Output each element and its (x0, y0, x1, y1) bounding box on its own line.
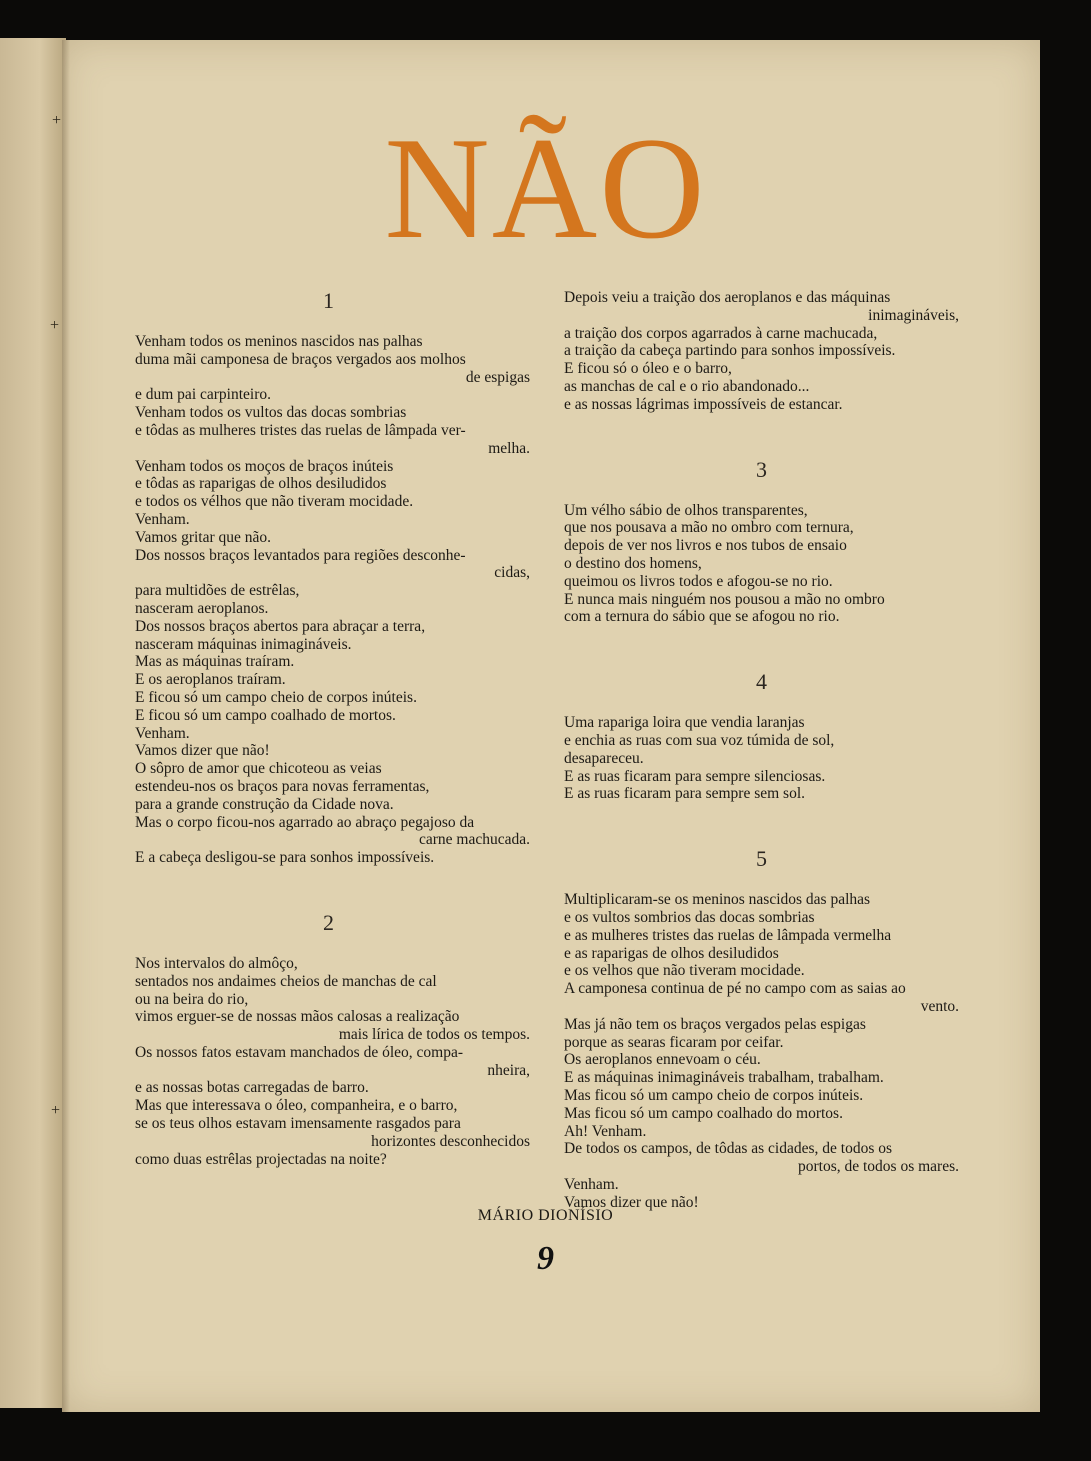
verse-line: porque as searas ficaram por ceifar. (564, 1033, 784, 1051)
verse-line: Venham. (135, 724, 190, 742)
verse-line: Venham. (564, 1175, 619, 1193)
verse-line: vimos erguer-se de nossas mãos calosas a realização (135, 1008, 460, 1026)
verse-line: E as ruas ficaram para sempre sem sol. (564, 785, 806, 803)
verse-line: como duas estrêlas projectadas na noite? (135, 1150, 387, 1168)
verse-line: nheira, (487, 1061, 530, 1079)
stanza-5 (564, 845, 959, 1211)
verse-line: Mas ficou só um campo coalhado do mortos. (564, 1104, 843, 1122)
stanza-3 (564, 456, 959, 627)
verse-line: inimagináveis, (868, 306, 959, 324)
verse-line: Ah! Venham. (564, 1122, 647, 1140)
verse-line: o destino dos homens, (564, 554, 702, 572)
verse-line: e tôdas as mulheres tristes das ruelas de lâmpada ver- (135, 421, 466, 439)
verse-line: E as ruas ficaram para sempre silenciosas. (564, 767, 826, 785)
verse-line: Os nossos fatos estavam manchados de óleo, compa- (135, 1043, 464, 1061)
verse-line: estendeu-nos os braços para novas ferramentas, (135, 777, 430, 795)
verse-line: E ficou só um campo cheio de corpos inúteis. (135, 688, 417, 706)
verse-line: a traição dos corpos agarrados à carne machucada, (564, 324, 878, 342)
verse-line: e todos os vélhos que não tiveram mocidade. (135, 493, 414, 511)
verse-line: de espigas (465, 368, 530, 386)
verse-line: E a cabeça desligou-se para sonhos impossíveis. (135, 849, 435, 867)
verse-line: carne machucada. (418, 831, 530, 849)
verse-line: Nos intervalos do almôço, (135, 954, 298, 972)
binding-mark: + (51, 1102, 61, 1119)
verse-line: Dos nossos braços abertos para abraçar a terra, (135, 617, 426, 635)
verse-line: desapareceu. (564, 749, 644, 767)
verse-line: Depois veiu a traição dos aeroplanos e das máquinas (564, 289, 891, 306)
verse-line: Vamos gritar que não. (135, 528, 272, 546)
verse-line: duma mãi camponesa de braços vergados aos molhos (135, 350, 466, 368)
author-name: MÁRIO DIONÍSIO (477, 1207, 614, 1224)
binding-mark: + (50, 317, 60, 334)
verse-line: A camponesa continua de pé no campo com as saias ao (564, 980, 906, 998)
verse-line: a traição da cabeça partindo para sonhos impossíveis. (564, 342, 896, 360)
verse-line: Multiplicaram-se os meninos nascidos das palhas (564, 891, 871, 909)
verse-line: para multidões de estrêlas, (135, 582, 300, 600)
verse-line: e tôdas as raparigas de olhos desiludidos (135, 475, 387, 493)
stanza-2-continued (564, 289, 959, 414)
left-column (135, 287, 530, 1210)
verse-line: Mas ficou só um campo cheio de corpos inúteis. (564, 1086, 864, 1104)
verse-line: E ficou só um campo coalhado de mortos. (135, 706, 396, 724)
verse-line: Vamos dizer que não! (564, 1193, 699, 1211)
verse-line: e dum pai carpinteiro. (135, 386, 272, 404)
stanza-number: 5 (756, 846, 767, 872)
verse-line: portos, de todos os mares. (797, 1158, 959, 1176)
verse-line: e as nossas lágrimas impossíveis de estancar. (564, 395, 843, 413)
verse-line: Dos nossos braços levantados para regiões desconhe- (135, 546, 466, 564)
verse-line: melha. (488, 439, 530, 457)
stanza-4 (564, 668, 959, 803)
verse-line: cidas, (494, 564, 530, 582)
verse-line: e as mulheres tristes das ruelas de lâmpada vermelha (564, 926, 892, 944)
verse-line: Vamos dizer que não! (135, 742, 270, 760)
verse-line: sentados nos andaimes cheios de manchas de cal (135, 972, 437, 990)
verse-line: depois de ver nos livros e nos tubos de ensaio (564, 537, 847, 555)
verse-line: De todos os campos, de tôdas as cidades, de todos os (564, 1140, 893, 1158)
verse-line: horizontes desconhecidos (371, 1132, 530, 1150)
verse-line: nasceram máquinas inimagináveis. (135, 635, 352, 653)
verse-line: Mas o corpo ficou-nos agarrado ao abraço pegajoso da (135, 813, 475, 831)
verse-line: Venham todos os meninos nascidos nas palhas (135, 333, 423, 350)
verse-line: Uma rapariga loira que vendia laranjas (564, 714, 805, 732)
verse-line: Mas que interessava o óleo, companheira, e o barro, (135, 1097, 458, 1115)
verse-line: Um vélho sábio de olhos transparentes, (564, 501, 808, 519)
stanza-number: 4 (756, 669, 767, 695)
verse-line: se os teus olhos estavam imensamente rasgados para (135, 1115, 461, 1133)
binding-mark: + (52, 112, 62, 129)
verse-line: as manchas de cal e o rio abandonado... (564, 377, 810, 395)
verse-line: Venham todos os vultos das docas sombrias (135, 404, 407, 422)
verse-line: que nos pousava a mão no ombro com ternura, (564, 519, 854, 537)
page-number: 9 (537, 1240, 554, 1277)
stanza-number: 2 (323, 909, 334, 935)
verse-line: mais lírica de todos os tempos. (338, 1026, 530, 1044)
verse-line: vento. (920, 997, 959, 1015)
verse-line: e os vultos sombrios das docas sombrias (564, 908, 815, 926)
verse-line: e as raparigas de olhos desiludidos (564, 944, 779, 962)
verse-line: E nunca mais ninguém nos pousou a mão no ombro (564, 590, 885, 608)
verse-line: E ficou só o óleo e o barro, (564, 360, 732, 378)
right-column (564, 289, 959, 1253)
stanza-2 (135, 909, 530, 1169)
verse-line: com a ternura do sábio que se afogou no rio. (564, 608, 840, 626)
verse-line: Mas as máquinas traíram. (135, 653, 295, 671)
stanza-number: 1 (323, 288, 334, 313)
verse-line: e as nossas botas carregadas de barro. (135, 1079, 369, 1097)
poem-title: NÃO (384, 107, 707, 269)
verse-line: E os aeroplanos traíram. (135, 671, 286, 689)
verse-line: Venham todos os moços de braços inúteis (135, 457, 394, 475)
verse-line: O sôpro de amor que chicoteou as veias (135, 760, 382, 778)
verse-line: nasceram aeroplanos. (135, 599, 269, 617)
verse-line: E as máquinas inimagináveis trabalham, trabalham. (564, 1069, 884, 1087)
verse-line: queimou os livros todos e afogou-se no rio. (564, 572, 833, 590)
verse-line: e enchia as ruas com sua voz túmida de sol, (564, 731, 835, 749)
stanza-1 (135, 287, 530, 867)
verse-line: para a grande construção da Cidade nova. (135, 795, 394, 813)
verse-line: Os aeroplanos ennevoam o céu. (564, 1051, 761, 1069)
stanza-number: 3 (756, 456, 767, 482)
verse-line: Mas já não tem os braços vergados pelas espigas (564, 1015, 866, 1033)
verse-line: ou na beira do rio, (135, 990, 249, 1008)
verse-line: Venham. (135, 510, 190, 528)
verse-line: e os velhos que não tiveram mocidade. (564, 962, 805, 980)
